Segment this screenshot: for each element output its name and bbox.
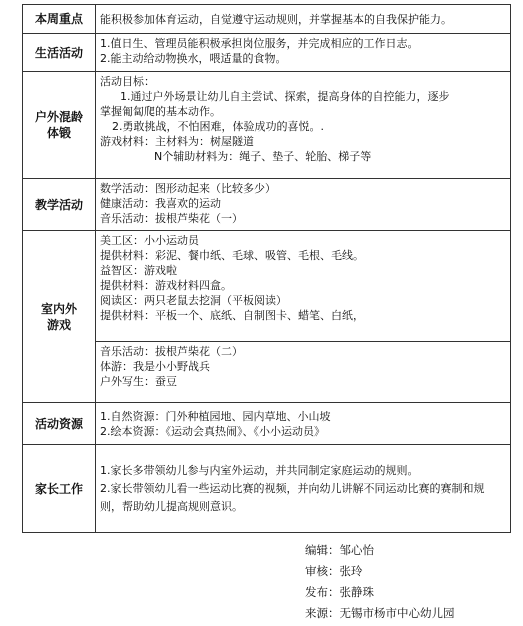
games-top-line-3: 益智区：游戏啦 bbox=[100, 264, 177, 277]
games-top-line-4: 提供材料：游戏材料四盒。 bbox=[100, 279, 232, 292]
focus-text: 能积极参加体育运动，自觉遵守运动规则，并掌握基本的自我保护能力。 bbox=[96, 5, 511, 34]
outdoor-goal-1-line-2: 掌握匍匐爬的基本动作。 bbox=[100, 105, 221, 118]
games-top-line-6: 提供材料：平板一个、底纸、自制图卡、蜡笔、白纸， bbox=[100, 309, 364, 322]
row-resources bbox=[23, 403, 511, 445]
games-top-section bbox=[100, 233, 506, 341]
row-focus bbox=[23, 5, 511, 34]
credit-reviewer: 审核：张玲 bbox=[305, 564, 363, 578]
games-cell bbox=[96, 231, 511, 403]
row-teaching bbox=[23, 179, 511, 231]
row-header-resources: 活动资源 bbox=[23, 403, 96, 445]
row-header-life: 生活活动 bbox=[23, 34, 96, 72]
resources-cell bbox=[96, 403, 511, 445]
row-outdoor bbox=[23, 72, 511, 179]
weekly-plan-table bbox=[22, 4, 511, 533]
outdoor-goal-1-line-1: 1.通过户外场景让幼儿自主尝试、探索，提高身体的自控能力，逐步 bbox=[120, 90, 450, 103]
credit-publisher: 发布：张静珠 bbox=[305, 585, 374, 599]
row-header-teaching: 教学活动 bbox=[23, 179, 96, 231]
outdoor-cell bbox=[96, 72, 511, 179]
life-line-2: 2.能主动给动物换水，喂适量的食物。 bbox=[100, 52, 287, 65]
row-parents bbox=[23, 445, 511, 533]
row-header-focus: 本周重点 bbox=[23, 5, 96, 34]
row-header-parents: 家长工作 bbox=[23, 445, 96, 533]
credit-source: 来源：无锡市杨市中心幼儿园 bbox=[305, 606, 455, 620]
row-life bbox=[23, 34, 511, 72]
outdoor-materials-main: 游戏材料：主材料为：树屋隧道 bbox=[100, 135, 254, 148]
games-header-line-2: 游戏 bbox=[46, 317, 71, 332]
outdoor-header-line-1: 户外混龄 bbox=[34, 110, 83, 124]
resources-line-2: 2.绘本资源：《运动会真热闹》、《小小运动员》 bbox=[100, 424, 325, 438]
teaching-line-2: 健康活动：我喜欢的运动 bbox=[100, 197, 221, 210]
games-top-line-1: 美工区：小小运动员 bbox=[100, 234, 199, 247]
teaching-line-1: 数学活动：图形动起来（比较多少） bbox=[100, 182, 276, 195]
row-header-games bbox=[23, 231, 96, 403]
outdoor-goal-title: 活动目标： bbox=[100, 75, 155, 88]
row-header-outdoor bbox=[23, 72, 96, 179]
life-cell bbox=[96, 34, 511, 72]
parents-cell bbox=[96, 445, 511, 533]
resources-line-1: 1.自然资源：门外种植园地、园内草地、小山坡 bbox=[100, 409, 331, 423]
games-top-line-2: 提供材料：彩泥、餐巾纸、毛球、吸管、毛根、毛线。 bbox=[100, 249, 364, 262]
credit-editor: 编辑：邹心怡 bbox=[305, 543, 374, 557]
parents-line-2: 2.家长带领幼儿看一些运动比赛的视频，并向幼儿讲解不同运动比赛的赛制和规则，帮助幼儿提高规则意识。 bbox=[100, 481, 485, 513]
games-bottom-line-2: 体游：我是小小野战兵 bbox=[100, 360, 210, 373]
teaching-line-3: 音乐活动：拔根芦柴花（一） bbox=[100, 212, 243, 225]
games-bottom-line-3: 户外写生：蚕豆 bbox=[100, 375, 177, 388]
games-bottom-section bbox=[96, 341, 510, 389]
outdoor-materials-aux: N个辅助材料为：绳子、垫子、轮胎、梯子等 bbox=[154, 150, 372, 163]
credits-footer bbox=[305, 540, 455, 624]
games-bottom-line-1: 音乐活动：拔根芦柴花（二） bbox=[100, 345, 243, 358]
outdoor-goal-2: 2.勇敢挑战，不怕困难，体验成功的喜悦。. bbox=[112, 120, 324, 133]
row-games bbox=[23, 231, 511, 403]
parents-line-1: 1.家长多带领幼儿参与内室外运动，并共同制定家庭运动的规则。 bbox=[100, 463, 419, 477]
games-top-line-5: 阅读区：两只老鼠去挖洞（平板阅读） bbox=[100, 294, 287, 307]
games-header-line-1: 室内外 bbox=[40, 301, 77, 316]
teaching-cell bbox=[96, 179, 511, 231]
outdoor-header-line-2: 体锻 bbox=[46, 126, 71, 140]
life-line-1: 1.值日生、管理员能积极承担岗位服务，并完成相应的工作日志。 bbox=[100, 37, 419, 50]
